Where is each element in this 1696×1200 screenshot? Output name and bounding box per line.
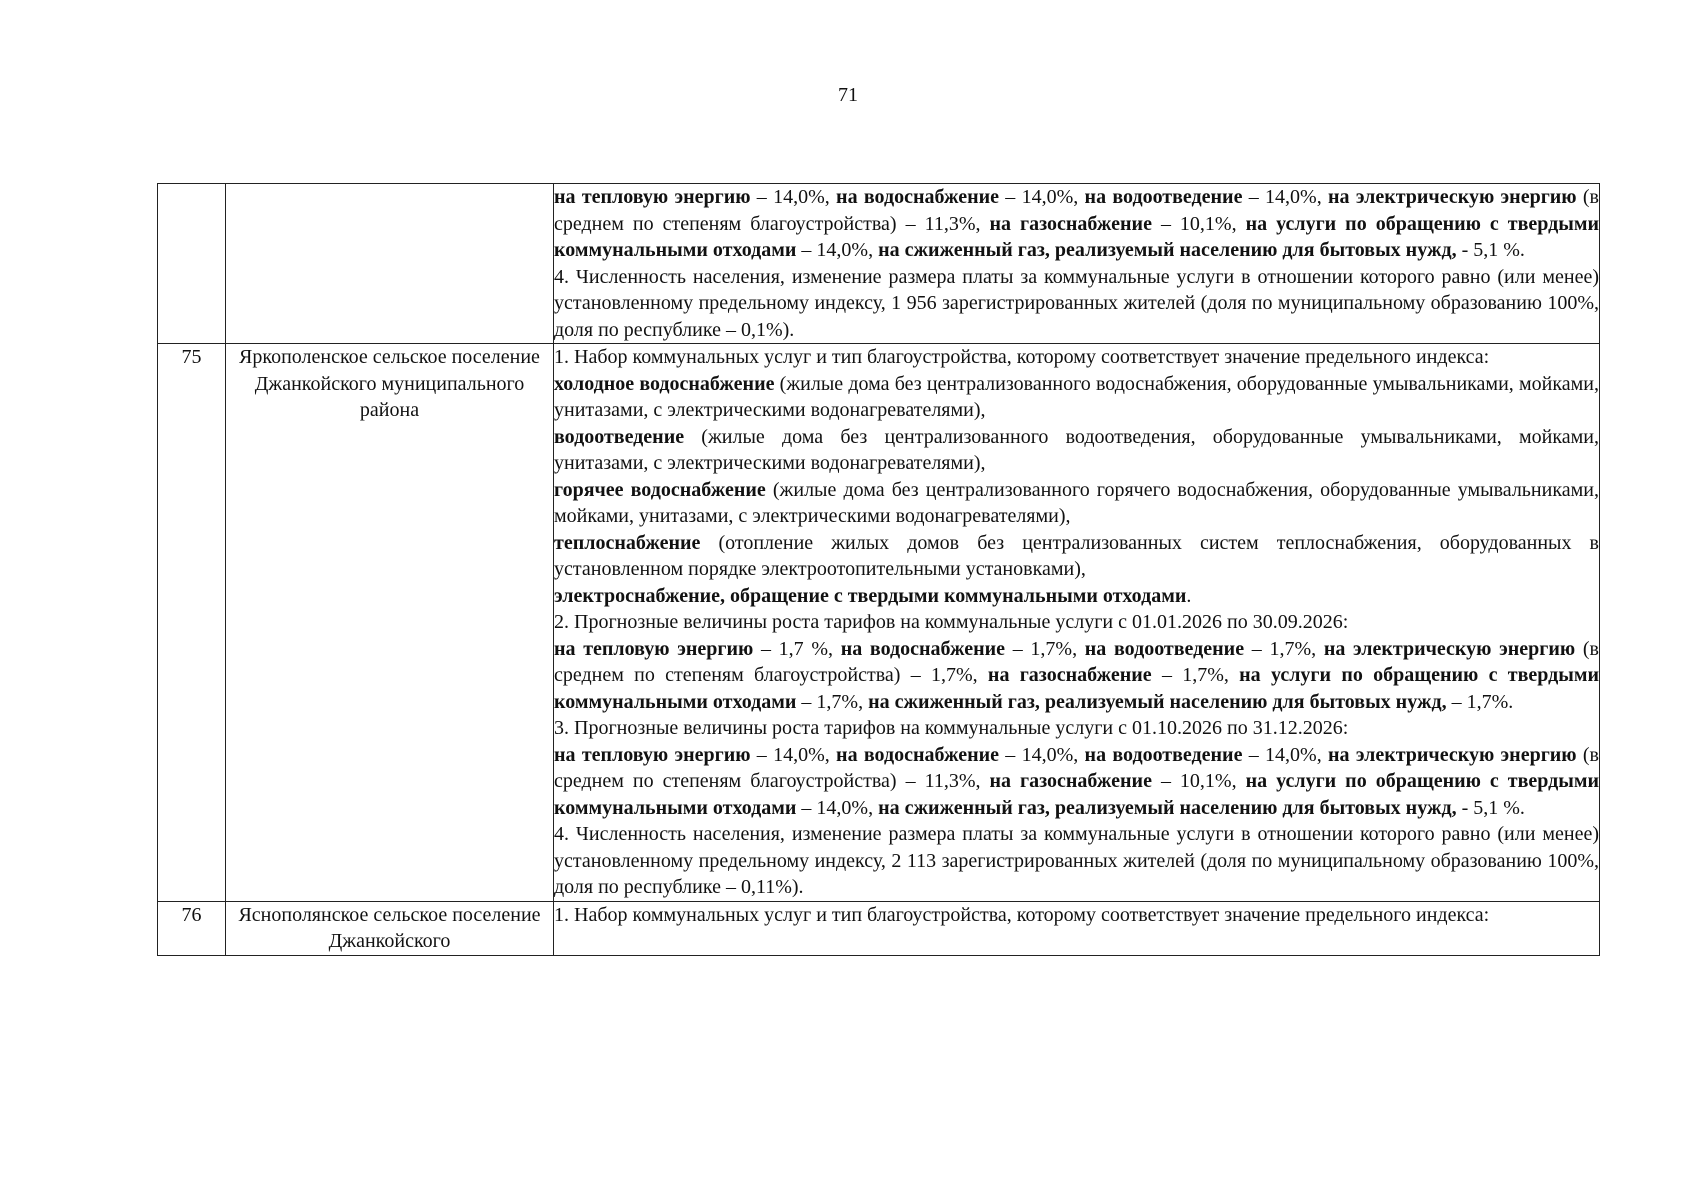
text-run: 3. Прогнозные величины роста тарифов на коммунальные услуги с 01.10.2026 по 31.12.2026:	[554, 717, 1349, 739]
text-run: – 1,7%,	[796, 690, 869, 713]
text-run: – 1,7%,	[1005, 637, 1085, 660]
text-run: (в среднем по степеням благоустройства) – 11,3%,	[554, 186, 1599, 235]
bold-text-run: на сжиженный газ, реализуемый населению для бытовых нужд,	[868, 690, 1447, 713]
bold-text-run: на услуги по обращению с твердыми коммунальными отходами	[554, 664, 1599, 713]
text-run: – 1,7%.	[1446, 690, 1514, 713]
text-run: 1. Набор коммунальных услуг и тип благоустройства, которому соответствует значение предельного индекса:	[554, 903, 1490, 926]
bold-text-run: на тепловую энергию	[554, 743, 751, 766]
bold-text-run: теплоснабжение	[554, 531, 701, 554]
bold-text-run: на водоснабжение	[836, 186, 1000, 208]
text-run: – 14,0%,	[1242, 186, 1328, 208]
bold-text-run: на электрическую энергию	[1328, 743, 1577, 766]
text-run: – 14,0%,	[999, 743, 1085, 766]
description-cell	[554, 901, 1600, 955]
description-cell	[554, 184, 1600, 344]
text-run: 4. Численность населения, изменение размера платы за коммунальные услуги в отношении которого равно (или менее) установленному предельному индексу, 1 956 зарегистрированных жителей (доля по муниципальному образованию 100%, доля по республике – 0,1%).	[554, 265, 1599, 341]
text-run: 2. Прогнозные величины роста тарифов на коммунальные услуги с 01.01.2026 по 30.09.2026:	[554, 611, 1349, 633]
text-run: – 14,0%,	[750, 743, 837, 766]
text-run: – 10,1%,	[1151, 212, 1246, 235]
description-paragraph	[554, 636, 1599, 716]
text-run: (в среднем по степеням благоустройства) – 1,7%,	[554, 637, 1599, 686]
settlements-table	[157, 183, 1600, 956]
text-run: .	[1186, 584, 1192, 607]
bold-text-run: водоотведение	[554, 425, 685, 448]
bold-text-run: на газоснабжение	[989, 770, 1152, 792]
bold-text-run: на тепловую энергию	[554, 186, 751, 208]
text-run: – 1,7%,	[1151, 664, 1240, 686]
settlement-name-cell: Яснополянское сельское поселение Джанкойского	[226, 901, 554, 955]
table-row	[158, 184, 1600, 344]
bold-text-run: холодное водоснабжение	[554, 372, 775, 395]
description-paragraph	[554, 477, 1599, 530]
settlement-name-cell	[226, 184, 554, 344]
text-run: – 10,1%,	[1151, 770, 1246, 792]
text-run: – 14,0%,	[750, 186, 837, 208]
bold-text-run: на водоснабжение	[836, 743, 1000, 766]
text-run: – 14,0%,	[796, 239, 879, 261]
text-run: 1. Набор коммунальных услуг и тип благоустройства, которому соответствует значение предельного индекса:	[554, 346, 1490, 368]
bold-text-run: на услуги по обращению с твердыми коммунальными отходами	[554, 212, 1600, 261]
row-number-cell: 76	[158, 901, 226, 955]
bold-text-run: на водоснабжение	[840, 637, 1006, 660]
page-number: 71	[838, 84, 858, 106]
description-paragraph	[554, 344, 1599, 371]
description-paragraph	[554, 371, 1599, 424]
bold-text-run: на услуги по обращению с твердыми коммунальными отходами	[554, 770, 1600, 819]
description-paragraph	[554, 264, 1599, 344]
text-run: – 14,0%,	[796, 796, 879, 819]
table-row	[158, 344, 1600, 902]
description-cell	[554, 344, 1600, 902]
table-row	[158, 901, 1600, 955]
description-paragraph	[554, 821, 1599, 901]
bold-text-run: на водоотведение	[1084, 186, 1243, 208]
bold-text-run: на водоотведение	[1084, 743, 1243, 766]
row-number-cell	[158, 184, 226, 344]
text-run: (жилые дома без централизованного горячего водоснабжения, оборудованные умывальниками, мойками, унитазами, с электрическими водонагревателями),	[554, 478, 1599, 527]
description-paragraph	[554, 184, 1599, 264]
bold-text-run: электроснабжение, обращение с твердыми коммунальными отходами	[554, 584, 1187, 607]
text-run: - 5,1 %.	[1456, 796, 1525, 819]
bold-text-run: на водоотведение	[1084, 637, 1245, 660]
text-run: - 5,1 %.	[1456, 239, 1525, 261]
bold-text-run: на сжиженный газ, реализуемый населению для бытовых нужд,	[878, 239, 1457, 261]
description-paragraph	[554, 609, 1599, 636]
description-paragraph	[554, 424, 1599, 477]
row-number-cell: 75	[158, 344, 226, 902]
bold-text-run: на тепловую энергию	[554, 637, 754, 660]
bold-text-run: на газоснабжение	[987, 664, 1152, 686]
text-run: (отопление жилых домов без централизованных систем теплоснабжения, оборудованных в установленном порядке электроотопительными установками),	[554, 531, 1599, 580]
bold-text-run: на электрическую энергию	[1323, 637, 1576, 660]
text-run: – 1,7 %,	[753, 637, 841, 660]
text-run: – 14,0%,	[1242, 743, 1328, 766]
bold-text-run: на сжиженный газ, реализуемый населению для бытовых нужд,	[878, 796, 1457, 819]
text-run: (жилые дома без централизованного водоотведения, оборудованные умывальниками, мойками, унитазами, с электрическими водонагревателями),	[554, 425, 1599, 474]
text-run: (в среднем по степеням благоустройства) – 11,3%,	[554, 743, 1599, 792]
text-run: – 1,7%,	[1244, 637, 1324, 660]
text-run: (жилые дома без централизованного водоснабжения, оборудованные умывальниками, мойками, унитазами, с электрическими водонагревателями),	[554, 372, 1599, 421]
description-paragraph	[554, 715, 1599, 742]
description-paragraph	[554, 530, 1599, 583]
settlement-name-cell: Яркополенское сельское поселение Джанкойского муниципального района	[226, 344, 554, 902]
bold-text-run: на электрическую энергию	[1328, 186, 1577, 208]
bold-text-run: на газоснабжение	[989, 212, 1152, 235]
description-paragraph	[554, 742, 1599, 822]
description-paragraph	[554, 902, 1599, 929]
text-run: – 14,0%,	[999, 186, 1085, 208]
text-run: 4. Численность населения, изменение размера платы за коммунальные услуги в отношении которого равно (или менее) установленному предельному индексу, 2 113 зарегистрированных жителей (доля по муниципальному образованию 100%, доля по республике – 0,11%).	[554, 823, 1599, 898]
bold-text-run: горячее водоснабжение	[554, 478, 766, 501]
description-paragraph	[554, 583, 1599, 610]
